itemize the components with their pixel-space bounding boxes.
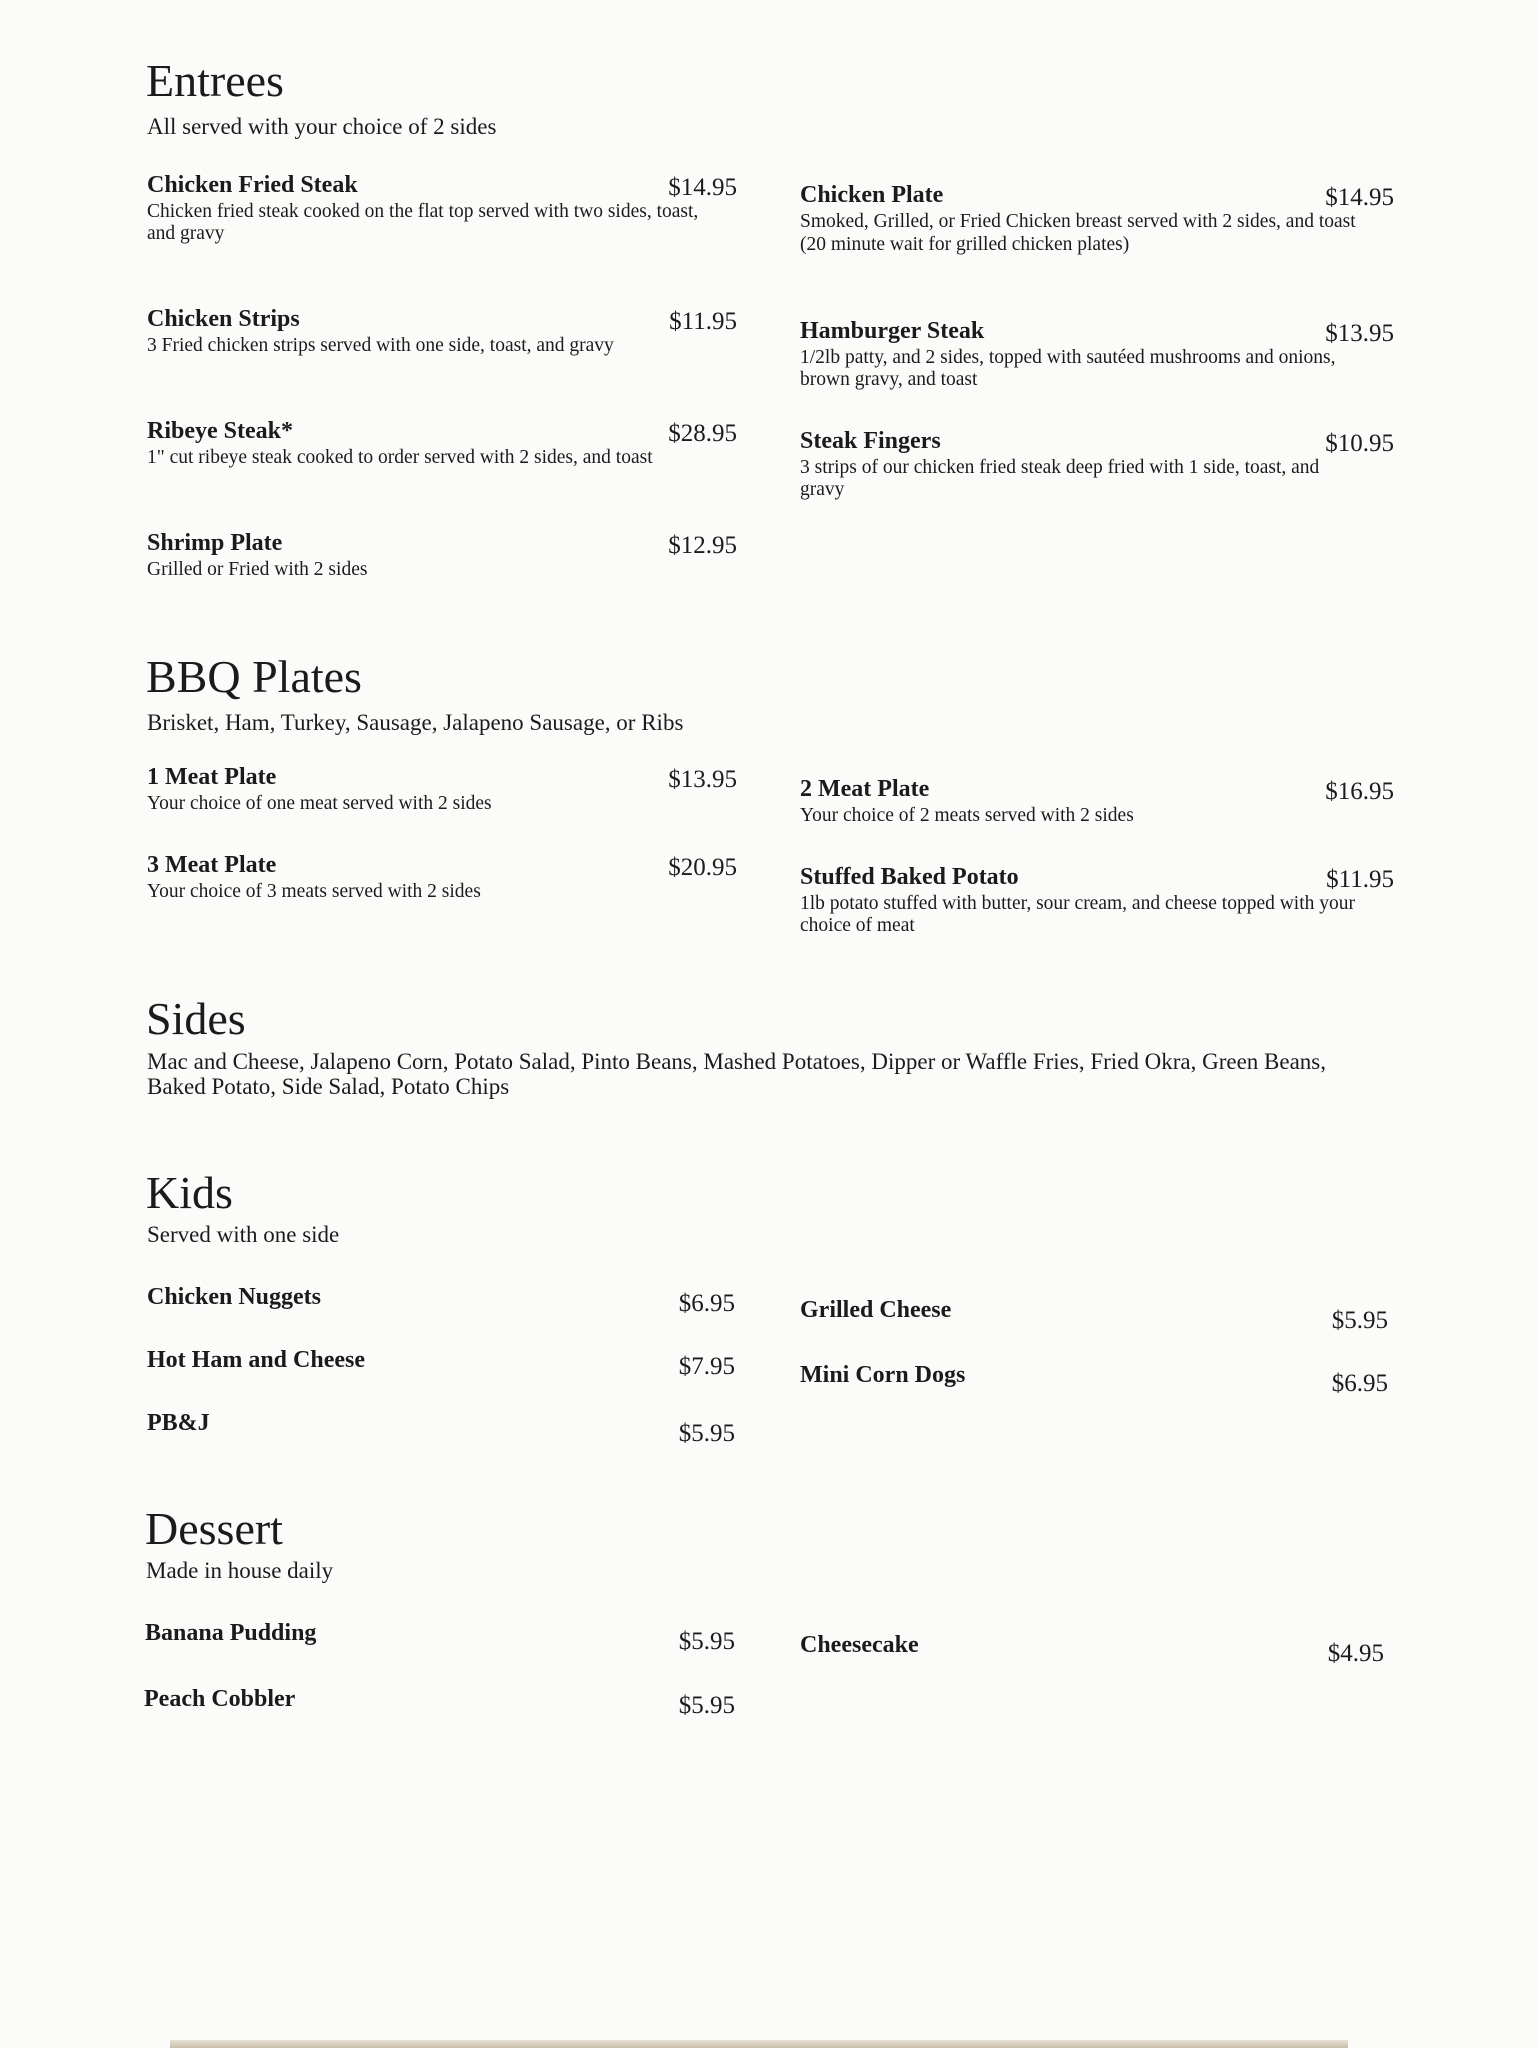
item-price: $10.95 [1325,430,1394,457]
item-description: Your choice of 2 meats served with 2 sides [800,804,1134,826]
menu-item [147,1284,735,1317]
item-description: Chicken fried steak cooked on the flat top served with two sides, toast, and gravy [147,200,699,244]
entrees-subtitle: All served with your choice of 2 sides [147,114,497,139]
menu-item [147,418,737,469]
menu-item [147,764,737,815]
menu-item [800,1297,1388,1334]
item-price: $6.95 [678,1290,735,1317]
item-description: 3 Fried chicken strips served with one side, toast, and gravy [147,334,614,356]
item-name: Chicken Nuggets [147,1284,322,1310]
sides-title: Sides [146,993,246,1044]
menu-item [800,318,1394,391]
item-price: $6.95 [1331,1370,1388,1397]
dessert-title: Dessert [145,1503,283,1554]
menu-item [145,1620,735,1655]
item-price: $11.95 [1326,866,1394,893]
item-price: $28.95 [668,420,737,447]
item-description: Smoked, Grilled, or Fried Chicken breast served with 2 sides, and toast [800,210,1356,232]
item-name: 1 Meat Plate [147,764,277,790]
page-bottom-edge [170,2040,1348,2048]
item-price: $11.95 [669,308,737,335]
item-price: $7.95 [678,1353,735,1380]
item-price: $12.95 [668,532,737,559]
menu-item [144,1686,735,1719]
item-name: PB&J [147,1410,210,1436]
item-name: Chicken Fried Steak [147,172,358,198]
item-price: $4.95 [1327,1640,1384,1667]
item-name: 3 Meat Plate [147,852,277,878]
kids-subtitle: Served with one side [147,1222,340,1247]
item-price: $5.95 [678,1628,735,1655]
item-price: $14.95 [1325,184,1394,211]
item-name: Steak Fingers [800,428,941,454]
menu-item [147,1347,735,1380]
menu-item [800,1632,1384,1667]
dessert-subtitle: Made in house daily [146,1558,334,1583]
sides-list: Mac and Cheese, Jalapeno Corn, Potato Salad, Pinto Beans, Mashed Potatoes, Dipper or Waffle Fries, Fried Okra, Green Beans, Baked Potato, Side Salad, Potato Chips [147,1049,1326,1099]
item-name: Stuffed Baked Potato [800,864,1019,890]
item-description: 1" cut ribeye steak cooked to order served with 2 sides, and toast [147,446,653,468]
item-price: $13.95 [668,766,737,793]
menu-item [800,428,1394,501]
item-name: Chicken Plate [800,182,944,208]
menu-item [800,1362,1388,1397]
item-name: Cheesecake [800,1632,919,1658]
item-description: 3 strips of our chicken fried steak deep fried with 1 side, toast, and gravy [800,456,1320,500]
item-name: Shrimp Plate [147,530,283,556]
item-price: $5.95 [678,1420,735,1447]
item-price: $5.95 [678,1692,735,1719]
item-name: Banana Pudding [145,1620,317,1646]
item-name: Hamburger Steak [800,318,985,344]
item-description: Grilled or Fried with 2 sides [147,558,368,580]
item-price: $5.95 [1331,1307,1388,1334]
menu-item [147,852,737,903]
item-name: Ribeye Steak* [147,418,293,444]
bbq-subtitle: Brisket, Ham, Turkey, Sausage, Jalapeno Sausage, or Ribs [147,710,684,735]
menu-item [800,776,1394,827]
item-description: 1lb potato stuffed with butter, sour cream, and cheese topped with your choice of meat [800,892,1356,936]
item-description: Your choice of 3 meats served with 2 sides [147,880,481,902]
menu-item [147,1410,735,1447]
entrees-title: Entrees [146,55,284,106]
menu-item [800,864,1394,937]
item-name: Grilled Cheese [800,1297,952,1323]
menu-item [147,530,737,581]
item-name: Peach Cobbler [144,1686,296,1712]
menu-item [147,172,737,245]
item-name: Mini Corn Dogs [800,1362,966,1388]
kids-title: Kids [146,1167,233,1218]
item-note: (20 minute wait for grilled chicken plates) [800,233,1130,255]
menu-item [800,182,1394,256]
bbq-title: BBQ Plates [146,651,362,702]
item-name: 2 Meat Plate [800,776,930,802]
item-description: Your choice of one meat served with 2 sides [147,792,492,814]
item-price: $14.95 [668,174,737,201]
item-name: Chicken Strips [147,306,300,332]
item-price: $20.95 [668,854,737,881]
item-description: 1/2lb patty, and 2 sides, topped with sautéed mushrooms and onions, brown gravy, and toast [800,346,1336,390]
menu-item [147,306,737,357]
item-price: $16.95 [1325,778,1394,805]
item-price: $13.95 [1325,320,1394,347]
item-name: Hot Ham and Cheese [147,1347,365,1373]
